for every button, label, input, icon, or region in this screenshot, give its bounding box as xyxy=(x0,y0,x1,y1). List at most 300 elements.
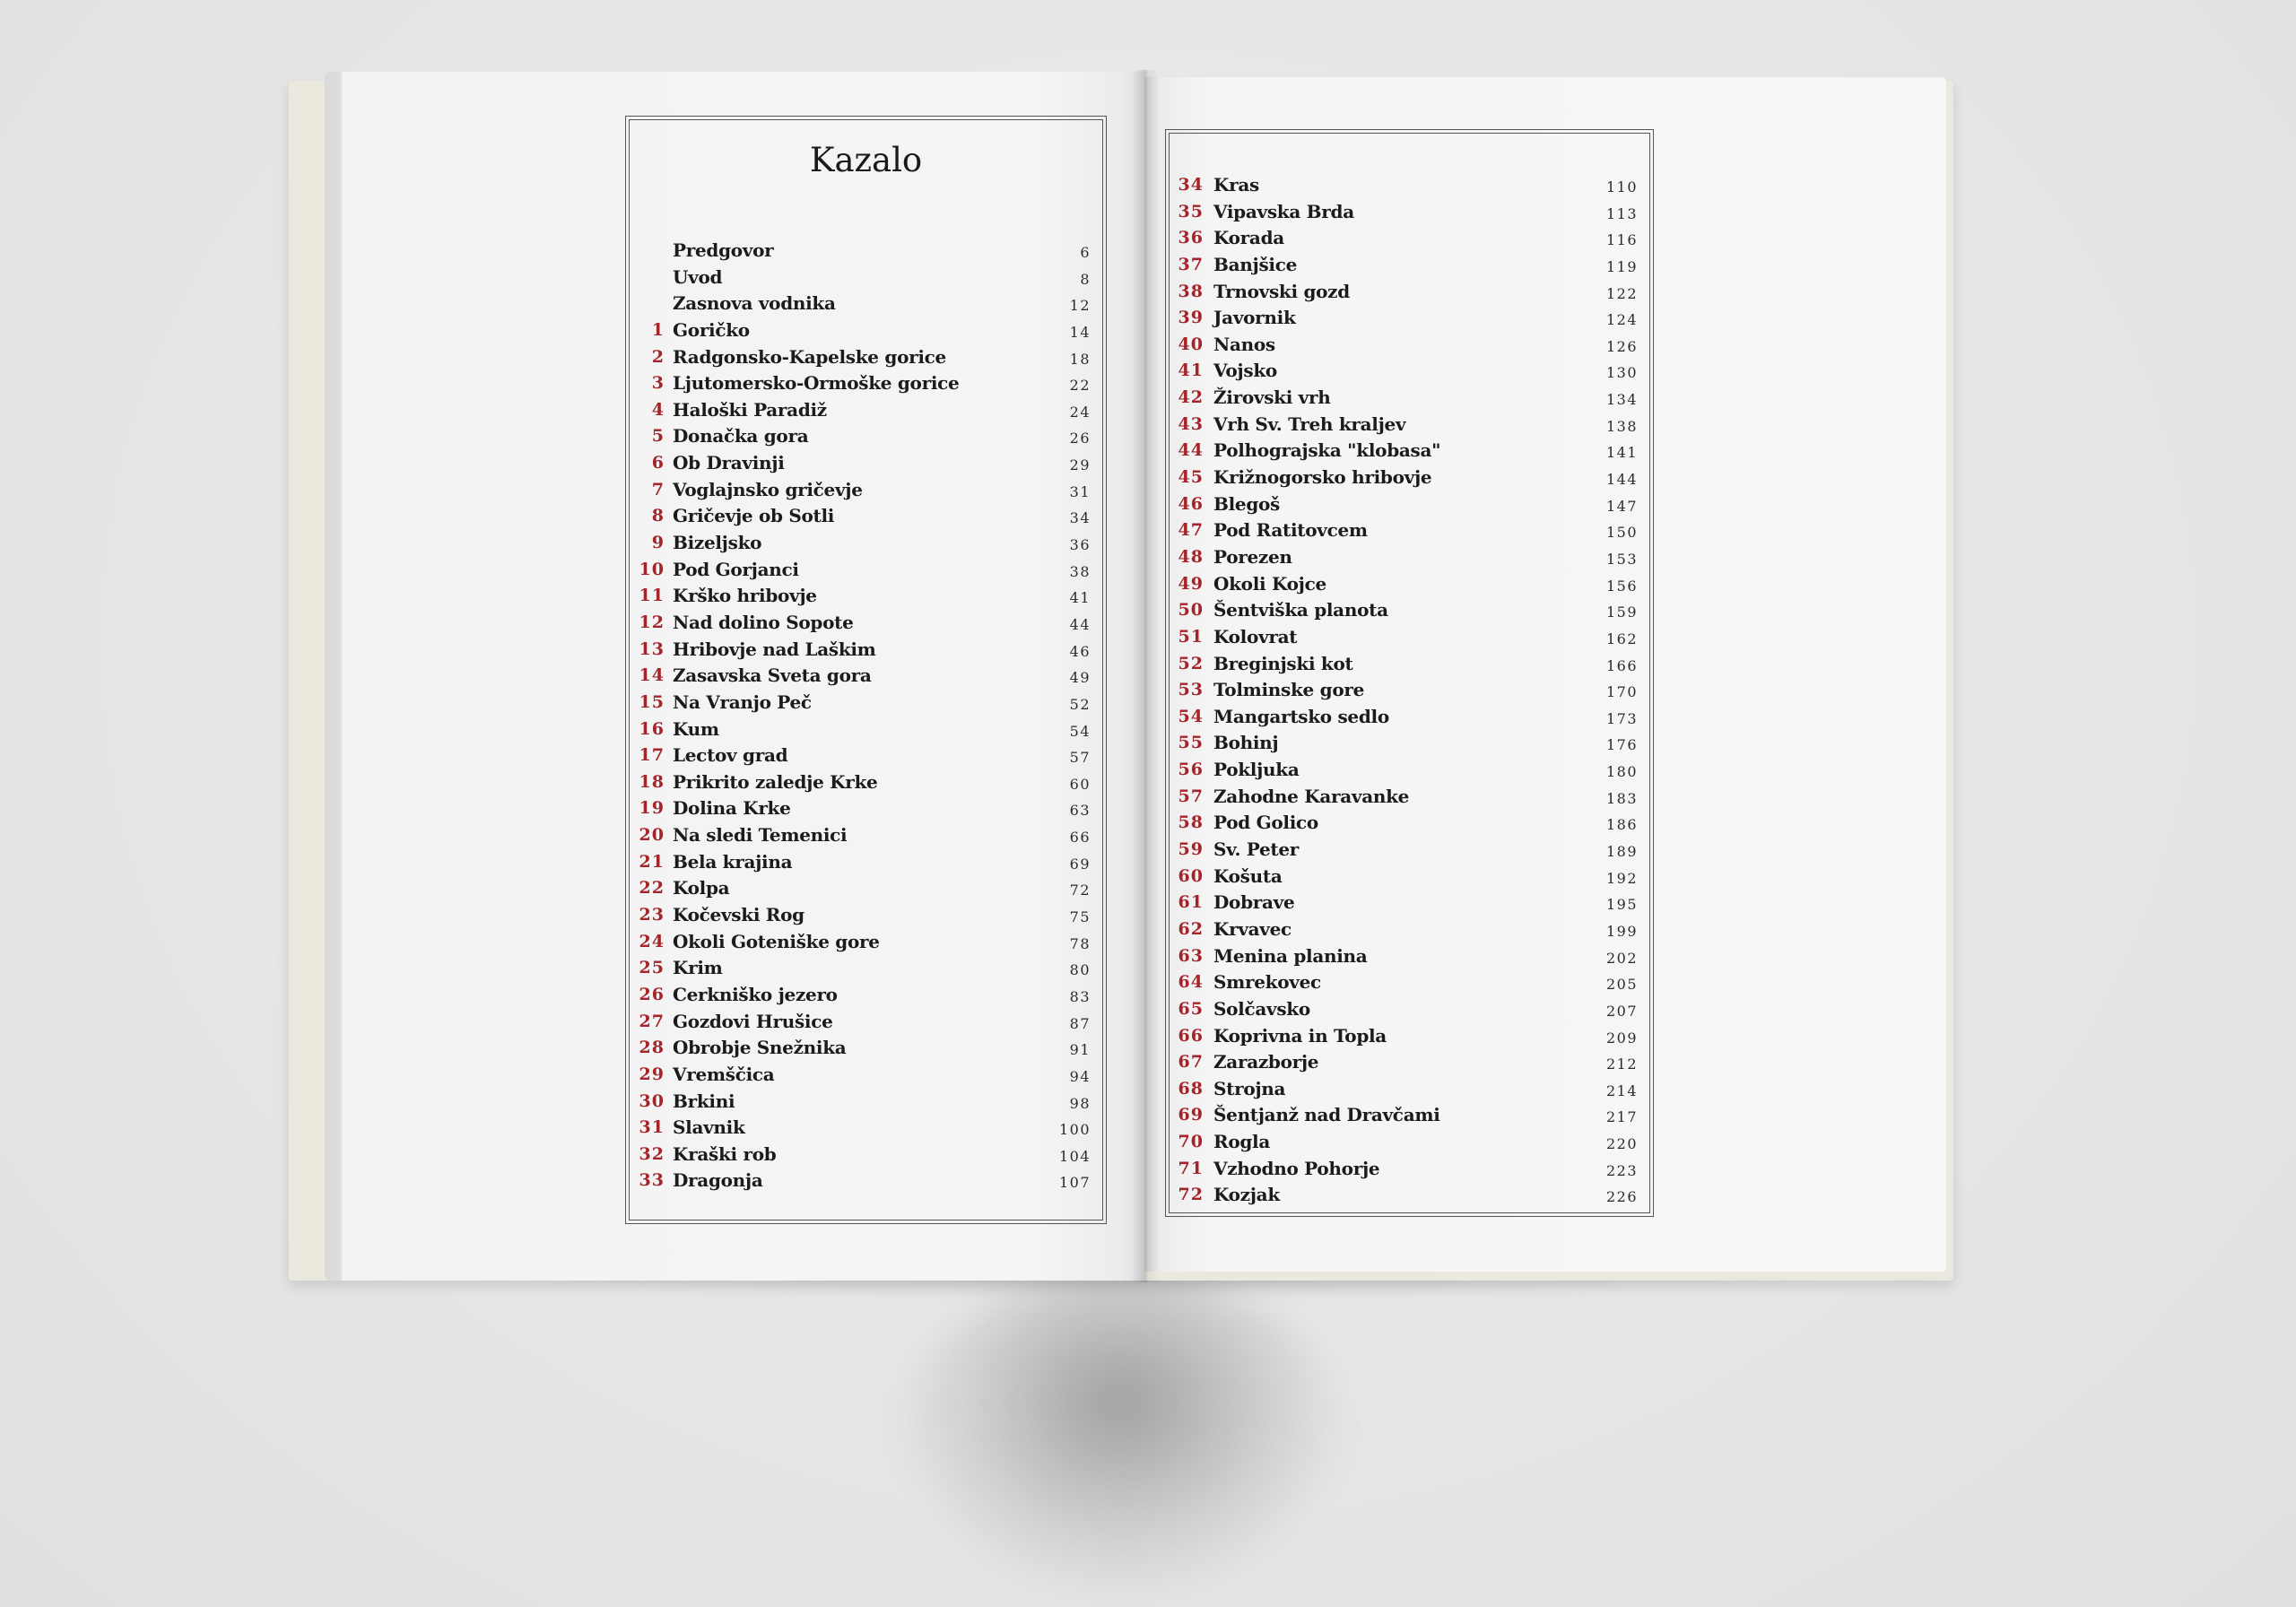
page-number: 173 xyxy=(1605,709,1638,727)
page-number: 94 xyxy=(1069,1067,1091,1085)
chapter-title: Tolminske gore xyxy=(1213,679,1365,701)
toc-entry xyxy=(628,1035,1094,1062)
chapter-title: Kras xyxy=(1213,174,1259,195)
chapter-title: Dobrave xyxy=(1213,891,1295,914)
chapter-number: 56 xyxy=(1178,760,1204,780)
page-number: 69 xyxy=(1069,855,1091,873)
toc-entry xyxy=(628,1009,1094,1036)
page-number: 91 xyxy=(1069,1041,1091,1059)
chapter-title: Pod Gorjanci xyxy=(673,558,799,580)
page-number: 104 xyxy=(1058,1147,1091,1165)
chapter-title: Okoli Goteniške gore xyxy=(673,930,880,952)
page-number: 38 xyxy=(1069,562,1091,580)
chapter-title: Zasnova vodnika xyxy=(673,292,836,315)
toc-entry xyxy=(628,1115,1094,1142)
chapter-title: Na sledi Temenici xyxy=(673,824,848,847)
toc-entry xyxy=(628,769,1094,796)
chapter-title: Zarazborje xyxy=(1213,1051,1319,1073)
chapter-title: Slavnik xyxy=(673,1116,745,1139)
chapter-number: 8 xyxy=(651,506,665,526)
page-number: 122 xyxy=(1605,284,1638,302)
toc-entry xyxy=(628,344,1094,371)
toc-entry xyxy=(1166,305,1641,332)
toc-entry xyxy=(628,955,1094,982)
toc-entry xyxy=(1166,491,1641,518)
toc-entry xyxy=(628,477,1094,504)
chapter-title: Križnogorsko hribovje xyxy=(1213,466,1432,489)
page-number: 75 xyxy=(1069,908,1091,926)
chapter-title: Ljutomersko-Ormoške gorice xyxy=(673,372,960,395)
chapter-title: Kolpa xyxy=(673,877,730,899)
toc-entry xyxy=(1166,704,1641,731)
chapter-number: 27 xyxy=(639,1011,665,1031)
toc-entry xyxy=(628,238,1094,265)
chapter-number: 58 xyxy=(1178,812,1204,833)
page-number: 141 xyxy=(1605,444,1638,462)
toc-entry xyxy=(628,583,1094,610)
chapter-number: 70 xyxy=(1178,1132,1204,1152)
toc-entry xyxy=(628,423,1094,450)
chapter-title: Vremščica xyxy=(673,1063,775,1085)
chapter-number: 68 xyxy=(1178,1078,1204,1099)
chapter-number: 63 xyxy=(1178,945,1204,966)
page-number: 138 xyxy=(1605,417,1638,435)
toc-entry xyxy=(1166,996,1641,1023)
page-number: 78 xyxy=(1069,934,1091,952)
page-number: 226 xyxy=(1605,1188,1638,1206)
chapter-title: Rogla xyxy=(1213,1131,1271,1153)
page-number: 14 xyxy=(1069,323,1091,341)
toc-entry xyxy=(1166,199,1641,226)
page-number: 183 xyxy=(1605,789,1638,807)
toc-list-left xyxy=(628,238,1094,1194)
chapter-title: Smrekovec xyxy=(1213,971,1321,994)
toc-entry xyxy=(1166,1076,1641,1103)
toc-entry xyxy=(628,849,1094,876)
toc-entry xyxy=(1166,332,1641,359)
page-number: 223 xyxy=(1605,1161,1638,1179)
toc-entry xyxy=(628,503,1094,530)
toc-entry xyxy=(628,610,1094,637)
chapter-title: Pokljuka xyxy=(1213,759,1300,781)
page-number: 6 xyxy=(1080,244,1091,261)
page-number: 214 xyxy=(1605,1081,1638,1099)
page-number: 144 xyxy=(1605,471,1638,489)
chapter-title: Bizeljsko xyxy=(673,532,762,554)
page-number: 150 xyxy=(1605,524,1638,542)
chapter-number: 4 xyxy=(651,399,665,420)
toc-entry xyxy=(1166,969,1641,996)
chapter-number: 5 xyxy=(651,426,665,447)
page-number: 119 xyxy=(1605,257,1638,275)
toc-entry xyxy=(628,397,1094,424)
chapter-title: Dolina Krke xyxy=(673,797,791,820)
page-number: 72 xyxy=(1069,882,1091,899)
chapter-number: 14 xyxy=(639,665,665,686)
chapter-number: 45 xyxy=(1178,467,1204,488)
chapter-number: 2 xyxy=(651,346,665,367)
chapter-number: 36 xyxy=(1178,228,1204,248)
chapter-number: 10 xyxy=(639,559,665,579)
chapter-number: 23 xyxy=(639,905,665,925)
chapter-title: Košuta xyxy=(1213,864,1283,887)
chapter-number: 64 xyxy=(1178,972,1204,993)
chapter-number: 22 xyxy=(639,878,665,899)
page-title: Kazalo xyxy=(809,141,923,179)
chapter-number: 62 xyxy=(1178,918,1204,939)
chapter-number: 54 xyxy=(1178,706,1204,726)
chapter-title: Strojna xyxy=(1213,1077,1286,1099)
toc-entry xyxy=(1166,943,1641,970)
toc-entry xyxy=(628,1089,1094,1116)
chapter-number: 19 xyxy=(639,798,665,819)
chapter-title: Krim xyxy=(673,957,723,979)
chapter-title: Nad dolino Sopote xyxy=(673,611,854,633)
chapter-title: Kum xyxy=(673,717,719,740)
chapter-number: 26 xyxy=(639,984,665,1004)
chapter-number: 60 xyxy=(1178,865,1204,886)
chapter-number: 47 xyxy=(1178,520,1204,541)
chapter-title: Mangartsko sedlo xyxy=(1213,705,1389,727)
chapter-title: Gozdovi Hrušice xyxy=(673,1010,833,1032)
chapter-title: Prikrito zaledje Krke xyxy=(673,770,878,793)
page-number: 207 xyxy=(1605,1002,1638,1020)
chapter-title: Hribovje nad Laškim xyxy=(673,638,876,660)
chapter-number: 1 xyxy=(651,319,665,340)
chapter-number: 50 xyxy=(1178,600,1204,621)
toc-entry xyxy=(1166,1129,1641,1156)
chapter-title: Vipavska Brda xyxy=(1213,200,1354,222)
toc-entry xyxy=(1166,837,1641,864)
page-number: 52 xyxy=(1069,695,1091,713)
page-number: 22 xyxy=(1069,377,1091,395)
chapter-title: Gričevje ob Sotli xyxy=(673,505,835,527)
chapter-title: Donačka gora xyxy=(673,425,809,447)
page-number: 66 xyxy=(1069,829,1091,847)
toc-entry xyxy=(628,929,1094,956)
toc-entry xyxy=(628,637,1094,664)
page-number: 44 xyxy=(1069,615,1091,633)
chapter-title: Koprivna in Topla xyxy=(1213,1024,1387,1047)
page-number: 176 xyxy=(1605,736,1638,754)
chapter-title: Nanos xyxy=(1213,333,1275,355)
chapter-number: 17 xyxy=(639,745,665,766)
toc-entry xyxy=(1166,677,1641,704)
toc-entry xyxy=(628,317,1094,344)
page-number: 100 xyxy=(1058,1121,1091,1139)
chapter-title: Banjšice xyxy=(1213,253,1298,275)
page-number: 147 xyxy=(1605,497,1638,515)
page-number: 202 xyxy=(1605,949,1638,967)
chapter-title: Šentjanž nad Dravčami xyxy=(1213,1104,1440,1126)
chapter-title: Ob Dravinji xyxy=(673,452,785,474)
chapter-title: Haloški Paradiž xyxy=(673,398,827,421)
chapter-number: 59 xyxy=(1178,839,1204,860)
chapter-number: 16 xyxy=(639,718,665,739)
toc-entry xyxy=(1166,225,1641,252)
chapter-title: Trnovski gozd xyxy=(1213,280,1350,302)
page-number: 166 xyxy=(1605,656,1638,674)
toc-entry xyxy=(628,265,1094,291)
toc-entry xyxy=(1166,810,1641,837)
chapter-title: Žirovski vrh xyxy=(1213,387,1331,409)
chapter-number: 33 xyxy=(639,1170,665,1191)
chapter-number: 34 xyxy=(1178,175,1204,195)
chapter-title: Javornik xyxy=(1213,307,1296,329)
page-number: 87 xyxy=(1069,1014,1091,1032)
toc-entry xyxy=(1166,465,1641,491)
page-number: 8 xyxy=(1080,270,1091,288)
toc-entry xyxy=(1166,544,1641,571)
page-number: 199 xyxy=(1605,922,1638,940)
chapter-title: Polhograjska "klobasa" xyxy=(1213,439,1441,462)
page-number: 57 xyxy=(1069,749,1091,767)
page-number: 195 xyxy=(1605,896,1638,914)
page-number: 49 xyxy=(1069,669,1091,687)
page-number: 170 xyxy=(1605,683,1638,701)
page-number: 134 xyxy=(1605,391,1638,409)
chapter-title: Vrh Sv. Treh kraljev xyxy=(1213,413,1406,435)
book-spine-gutter xyxy=(1132,70,1159,1282)
chapter-number: 15 xyxy=(639,691,665,712)
toc-entry xyxy=(628,1142,1094,1168)
chapter-title: Kolovrat xyxy=(1213,625,1298,647)
chapter-title: Solčavsko xyxy=(1213,997,1310,1020)
toc-entry xyxy=(628,1062,1094,1089)
chapter-title: Dragonja xyxy=(673,1169,763,1192)
chapter-title: Bela krajina xyxy=(673,850,793,873)
chapter-number: 25 xyxy=(639,958,665,978)
chapter-number: 55 xyxy=(1178,733,1204,753)
chapter-number: 18 xyxy=(639,771,665,792)
toc-list-right xyxy=(1166,172,1641,1209)
chapter-number: 42 xyxy=(1178,387,1204,408)
chapter-title: Pod Ratitovcem xyxy=(1213,519,1368,542)
chapter-number: 24 xyxy=(639,931,665,951)
toc-entry xyxy=(1166,1102,1641,1129)
chapter-number: 66 xyxy=(1178,1025,1204,1046)
toc-entry xyxy=(1166,571,1641,598)
toc-entry xyxy=(628,291,1094,317)
chapter-number: 3 xyxy=(651,373,665,394)
page-number: 24 xyxy=(1069,403,1091,421)
chapter-number: 37 xyxy=(1178,254,1204,274)
chapter-title: Breginjski kot xyxy=(1213,652,1353,674)
toc-entry xyxy=(1166,385,1641,412)
chapter-number: 12 xyxy=(639,612,665,632)
chapter-title: Okoli Kojce xyxy=(1213,572,1326,595)
toc-entry xyxy=(1166,597,1641,624)
chapter-title: Menina planina xyxy=(1213,944,1368,967)
chapter-number: 53 xyxy=(1178,680,1204,700)
chapter-number: 28 xyxy=(639,1038,665,1058)
toc-entry xyxy=(628,795,1094,822)
chapter-number: 35 xyxy=(1178,201,1204,222)
toc-entry xyxy=(628,530,1094,557)
chapter-number: 11 xyxy=(639,586,665,606)
chapter-number: 43 xyxy=(1178,413,1204,434)
page-number: 192 xyxy=(1605,869,1638,887)
page-number: 46 xyxy=(1069,642,1091,660)
page-number: 217 xyxy=(1605,1108,1638,1126)
page-number: 26 xyxy=(1069,430,1091,447)
chapter-number: 44 xyxy=(1178,440,1204,461)
page-number: 54 xyxy=(1069,722,1091,740)
page-number: 130 xyxy=(1605,364,1638,382)
chapter-number: 31 xyxy=(639,1117,665,1138)
chapter-number: 67 xyxy=(1178,1052,1204,1073)
chapter-title: Zahodne Karavanke xyxy=(1213,785,1410,807)
page-number: 159 xyxy=(1605,604,1638,621)
chapter-title: Lectov grad xyxy=(673,744,788,767)
page-number: 60 xyxy=(1069,775,1091,793)
toc-entry xyxy=(1166,651,1641,678)
toc-entry xyxy=(628,875,1094,902)
toc-entry xyxy=(628,717,1094,743)
chapter-title: Krvavec xyxy=(1213,917,1292,940)
toc-entry xyxy=(628,822,1094,849)
toc-entry xyxy=(1166,1049,1641,1076)
chapter-title: Obrobje Snežnika xyxy=(673,1037,847,1059)
chapter-number: 32 xyxy=(639,1143,665,1164)
toc-entry xyxy=(628,902,1094,929)
toc-entry xyxy=(628,1168,1094,1194)
chapter-title: Uvod xyxy=(673,265,723,288)
page-number: 205 xyxy=(1605,976,1638,994)
chapter-number: 13 xyxy=(639,638,665,659)
page-number: 98 xyxy=(1069,1094,1091,1112)
chapter-number: 61 xyxy=(1178,892,1204,913)
page-number: 113 xyxy=(1605,204,1638,222)
page-number: 116 xyxy=(1605,231,1638,249)
page-number: 29 xyxy=(1069,456,1091,474)
toc-entry xyxy=(1166,252,1641,279)
toc-entry xyxy=(1166,916,1641,943)
page-number: 212 xyxy=(1605,1055,1638,1073)
chapter-number: 65 xyxy=(1178,998,1204,1019)
chapter-number: 9 xyxy=(651,533,665,553)
toc-entry xyxy=(1166,730,1641,757)
chapter-title: Goričko xyxy=(673,318,750,341)
page-number: 156 xyxy=(1605,577,1638,595)
toc-entry xyxy=(1166,757,1641,784)
chapter-number: 52 xyxy=(1178,653,1204,673)
chapter-title: Brkini xyxy=(673,1090,735,1112)
toc-entry xyxy=(1166,1182,1641,1209)
page-number: 180 xyxy=(1605,763,1638,781)
page-number: 162 xyxy=(1605,630,1638,647)
page-number: 31 xyxy=(1069,482,1091,500)
chapter-number: 21 xyxy=(639,851,665,872)
chapter-title: Voglajnsko gričevje xyxy=(673,478,863,500)
chapter-number: 7 xyxy=(651,479,665,499)
page-number: 18 xyxy=(1069,350,1091,368)
chapter-title: Korada xyxy=(1213,227,1284,249)
page-number: 209 xyxy=(1605,1029,1638,1047)
chapter-number: 6 xyxy=(651,453,665,473)
chapter-title: Vojsko xyxy=(1213,360,1277,382)
chapter-title: Šentviška planota xyxy=(1213,599,1388,621)
chapter-title: Porezen xyxy=(1213,545,1292,568)
toc-entry xyxy=(1166,1023,1641,1050)
page-number: 124 xyxy=(1605,311,1638,329)
toc-entry xyxy=(1166,412,1641,439)
chapter-number: 57 xyxy=(1178,786,1204,806)
toc-entry xyxy=(628,690,1094,717)
chapter-number: 20 xyxy=(639,825,665,846)
toc-entry xyxy=(1166,517,1641,544)
page-number: 189 xyxy=(1605,843,1638,861)
toc-entry xyxy=(1166,279,1641,306)
chapter-number: 40 xyxy=(1178,334,1204,354)
chapter-number: 30 xyxy=(639,1090,665,1111)
page-number: 80 xyxy=(1069,961,1091,979)
chapter-title: Cerkniško jezero xyxy=(673,983,838,1005)
toc-entry xyxy=(628,557,1094,584)
chapter-title: Vzhodno Pohorje xyxy=(1213,1157,1380,1179)
page-number: 63 xyxy=(1069,802,1091,820)
toc-entry xyxy=(628,450,1094,477)
chapter-title: Na Vranjo Peč xyxy=(673,691,812,713)
chapter-title: Bohinj xyxy=(1213,732,1279,754)
toc-entry xyxy=(1166,890,1641,916)
page-number: 41 xyxy=(1069,589,1091,607)
page-curl-shadow xyxy=(897,1273,1345,1596)
page-number: 107 xyxy=(1058,1174,1091,1192)
toc-entry xyxy=(1166,624,1641,651)
page-number: 83 xyxy=(1069,987,1091,1005)
chapter-title: Krško hribovje xyxy=(673,585,817,607)
toc-entry xyxy=(1166,358,1641,385)
chapter-title: Radgonsko-Kapelske gorice xyxy=(673,345,946,368)
chapter-number: 49 xyxy=(1178,573,1204,594)
page-number: 34 xyxy=(1069,509,1091,527)
chapter-number: 46 xyxy=(1178,493,1204,514)
toc-entry xyxy=(1166,1156,1641,1183)
chapter-title: Kočevski Rog xyxy=(673,904,804,926)
chapter-number: 71 xyxy=(1178,1158,1204,1178)
chapter-title: Blegoš xyxy=(1213,492,1281,515)
chapter-number: 29 xyxy=(639,1064,665,1084)
chapter-number: 39 xyxy=(1178,308,1204,328)
page-number: 36 xyxy=(1069,536,1091,554)
page-number: 12 xyxy=(1069,297,1091,315)
toc-entry xyxy=(1166,172,1641,199)
chapter-number: 41 xyxy=(1178,360,1204,381)
chapter-title: Kozjak xyxy=(1213,1184,1280,1206)
page-number: 153 xyxy=(1605,550,1638,568)
chapter-number: 69 xyxy=(1178,1105,1204,1125)
chapter-number: 72 xyxy=(1178,1185,1204,1205)
toc-entry xyxy=(628,982,1094,1009)
toc-entry xyxy=(1166,438,1641,465)
toc-entry xyxy=(628,663,1094,690)
chapter-title: Kraški rob xyxy=(673,1142,777,1165)
chapter-title: Sv. Peter xyxy=(1213,838,1300,861)
toc-entry xyxy=(1166,784,1641,811)
toc-entry xyxy=(1166,864,1641,890)
page-number: 186 xyxy=(1605,816,1638,834)
chapter-title: Pod Golico xyxy=(1213,812,1318,834)
chapter-title: Zasavska Sveta gora xyxy=(673,665,872,687)
chapter-number: 38 xyxy=(1178,281,1204,301)
toc-entry xyxy=(628,743,1094,769)
page-number: 220 xyxy=(1605,1135,1638,1153)
toc-entry xyxy=(628,370,1094,397)
chapter-number: 51 xyxy=(1178,626,1204,647)
chapter-number: 48 xyxy=(1178,546,1204,567)
page-number: 126 xyxy=(1605,337,1638,355)
